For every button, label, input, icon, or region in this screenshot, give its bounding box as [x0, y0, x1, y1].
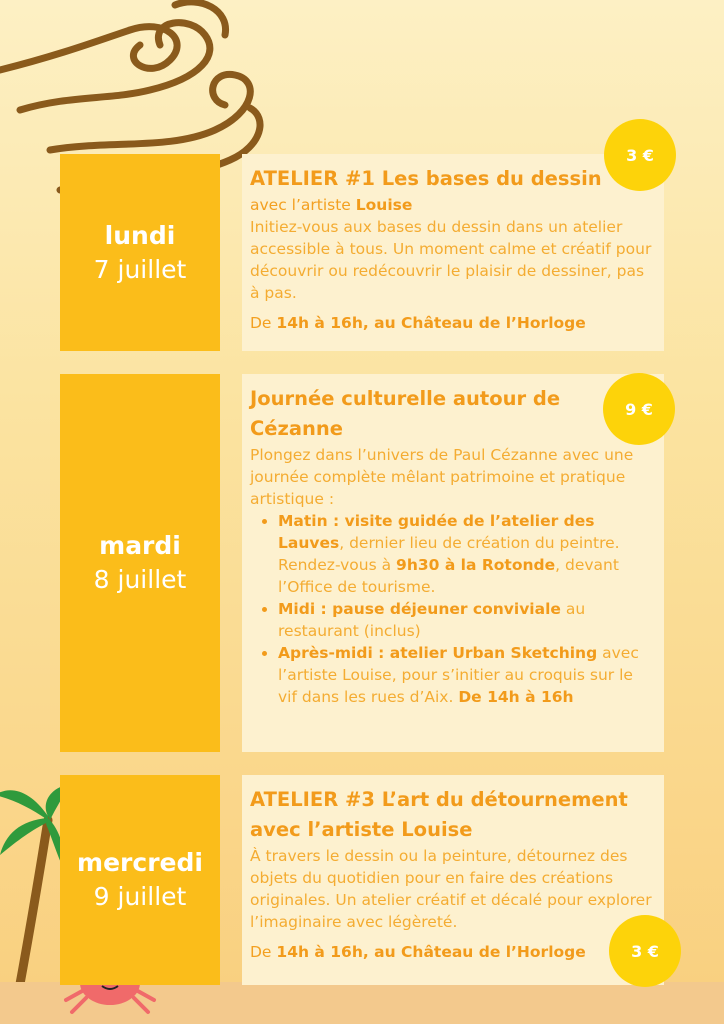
item-text: au restaurant (inclus) — [278, 600, 586, 640]
list-item — [278, 510, 654, 598]
list-item — [278, 642, 654, 708]
item-highlight: De 14h à 16h — [458, 688, 574, 706]
time-prefix: De — [250, 314, 277, 332]
item-text: , dernier lieu de création du peintre. Rendez-vous à — [278, 534, 620, 574]
day-date: 7 juillet — [93, 254, 187, 284]
time-prefix: De — [250, 943, 277, 961]
price-badge: 9 € — [606, 376, 672, 442]
event-card-3 — [242, 775, 664, 985]
event-title: ATELIER #1 Les bases du dessin — [250, 167, 602, 190]
price-badge: 3 € — [607, 122, 673, 188]
event-title: Journée culturelle autour de Cézanne — [250, 387, 561, 440]
day-date: 9 juillet — [93, 882, 187, 911]
day-name: lundi — [104, 220, 176, 250]
program-list — [250, 510, 654, 708]
list-item — [278, 598, 654, 642]
item-highlight: 9h30 à la Rotonde — [396, 556, 556, 574]
event-title: ATELIER #3 L’art du détournement avec l’artiste Louise — [250, 788, 628, 841]
day-name: mercredi — [77, 848, 203, 877]
artist-name: Louise — [355, 196, 413, 214]
event-time — [250, 312, 654, 334]
item-heading: Après-midi : atelier Urban Sketching — [278, 644, 598, 662]
item-heading: Matin : visite guidée de l’atelier des Lauves — [278, 512, 595, 552]
time-value: 14h à 16h, au Château de l’Horloge — [276, 943, 586, 961]
event-card-1 — [242, 154, 664, 351]
event-card-2 — [242, 374, 664, 752]
event-time — [250, 941, 654, 963]
day-name: mardi — [99, 531, 181, 560]
event-description: À travers le dessin ou la peinture, détournez des objets du quotidien pour en faire des créations originales. Un atelier créatif et décalé pour explorer l’imaginaire avec légèreté. — [250, 847, 652, 931]
item-text: , devant l’Office de tourisme. — [278, 556, 619, 596]
price-badge: 3 € — [612, 918, 678, 984]
time-value: 14h à 16h, au Château de l’Horloge — [276, 314, 586, 332]
subtitle-prefix: avec l’artiste — [250, 196, 356, 214]
day-block-3 — [60, 775, 220, 985]
item-heading: Midi : pause déjeuner conviviale — [278, 600, 561, 618]
event-description: Plongez dans l’univers de Paul Cézanne avec une journée complète mêlant patrimoine et pratique artistique : — [250, 446, 634, 508]
day-date: 8 juillet — [93, 565, 187, 594]
event-subtitle — [250, 194, 654, 216]
event-description: Initiez-vous aux bases du dessin dans un atelier accessible à tous. Un moment calme et créatif pour découvrir ou redécouvrir le plaisir de dessiner, pas à pas. — [250, 218, 652, 302]
day-block-1 — [60, 154, 220, 351]
day-block-2 — [60, 374, 220, 752]
item-text: avec l’artiste Louise, pour s’initier au croquis sur le vif dans les rues d’Aix. — [278, 644, 639, 706]
